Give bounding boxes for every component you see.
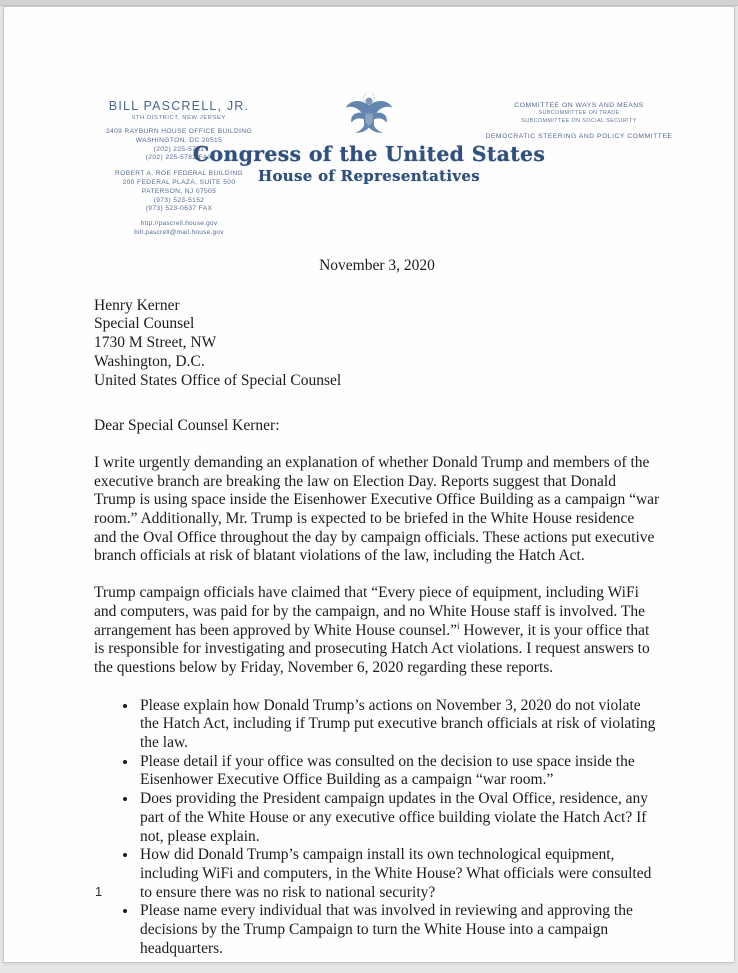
recipient-name: Henry Kerner (94, 296, 180, 314)
letter-date: November 3, 2020 (319, 257, 435, 274)
salutation: Dear Special Counsel Kerner: (94, 417, 280, 435)
paragraph-2-text: Trump campaign officials have claimed that “Every piece of equipment, including WiFi and computers, was paid for by the campaign, and no White House staff is involved. The arrangement has been approved by White House counsel.” (94, 584, 645, 639)
letter-body (4, 257, 734, 959)
question-list (94, 697, 660, 959)
letterhead-committees-block (448, 101, 710, 140)
question-item: • Please name every individual that was involved in reviewing and approving the decisions by the Trump Campaign to turn the White House into a campaign headquarters. (138, 902, 660, 958)
congress-title: Congress of the United States (192, 142, 546, 166)
nj-office-line: 200 FEDERAL PLAZA, SUITE 500 (122, 178, 236, 186)
nj-office-line: (973) 523-5152 (153, 196, 205, 204)
question-item: • Does providing the President campaign updates in the Oval Office, residence, any part of the White House or any executive office building violate the Hatch Act? If not, please explain. (138, 790, 660, 846)
subcommittee-trade: SUBCOMMITTEE ON TRADE (538, 110, 620, 116)
member-website: http://pascrell.house.gov (140, 220, 218, 228)
footnote-marker: i (456, 620, 460, 631)
dc-office-line: (202) 225-5782 FAX (145, 154, 213, 162)
congress-eagle-seal-icon (344, 93, 394, 139)
recipient-org: United States Office of Special Counsel (94, 371, 342, 389)
question-item: • Please detail if your office was consulted on the decision to use space inside the Eisenhower Executive Office Building as a campaign “war room.” (138, 753, 660, 790)
nj-office-line: (973) 523-0637 FAX (145, 205, 213, 213)
paragraph-1: I write urgently demanding an explanation of whether Donald Trump and members of the executive branch are breaking the law on Election Day. Reports suggest that Donald Trump is using space inside the Eisenhower Executive Office Building as a campaign “war room.” Additionally, Mr. Trump is expected to be briefed in the White House residence and the Oval Office throughout the day by campaign officials. These actions put executive branch officials at risk of blatant violations of the law, including the Hatch Act. (94, 453, 660, 565)
member-web-contact (50, 220, 308, 237)
subcommittee-social-security: SUBCOMMITTEE ON SOCIAL SECURITY (521, 117, 637, 124)
member-name: BILL PASCRELL, JR. (108, 99, 250, 113)
recipient-city: Washington, D.C. (94, 352, 205, 370)
letterhead (4, 93, 734, 243)
nj-office-line: ROBERT A. ROE FEDERAL BUILDING (114, 170, 244, 178)
dc-office-line: 2409 RAYBURN HOUSE OFFICE BUILDING (105, 128, 253, 135)
member-email: bill.pascrell@mail.house.gov (134, 228, 224, 236)
dc-office-line: (202) 225-5751 (153, 145, 205, 153)
committee-ways-means: COMMITTEE ON WAYS AND MEANS (514, 102, 644, 109)
committee-steering-policy: DEMOCRATIC STEERING AND POLICY COMMITTEE (485, 133, 673, 141)
paragraph-2-text: However, it is your office that is responsible for investigating and prosecuting Hatch Act violations. I request answers to the questions below by Friday, November 6, 2020 regarding these reports. (94, 621, 650, 676)
recipient-title: Special Counsel (94, 315, 195, 333)
question-item: • Please explain how Donald Trump’s actions on November 3, 2020 do not violate the Hatch Act, including if Trump put executive branch officials at risk of violating the law. (138, 697, 660, 753)
member-district: 9TH DISTRICT, NEW JERSEY (132, 115, 226, 121)
page-number: 1 (95, 884, 103, 899)
recipient-street: 1730 M Street, NW (94, 334, 217, 352)
paragraph-2 (94, 584, 660, 678)
house-subtitle: House of Representatives (258, 167, 480, 185)
question-item: • How did Donald Trump’s campaign install its own technological equipment, including WiFi and computers, in the White House? What officials were consulted to ensure there was no risk to national security? (138, 846, 660, 902)
nj-office-line: PATERSON, NJ 07505 (141, 187, 217, 195)
recipient-address-block (94, 297, 660, 391)
letter-page (3, 6, 735, 963)
dc-office-line: WASHINGTON, DC 20515 (135, 136, 223, 144)
